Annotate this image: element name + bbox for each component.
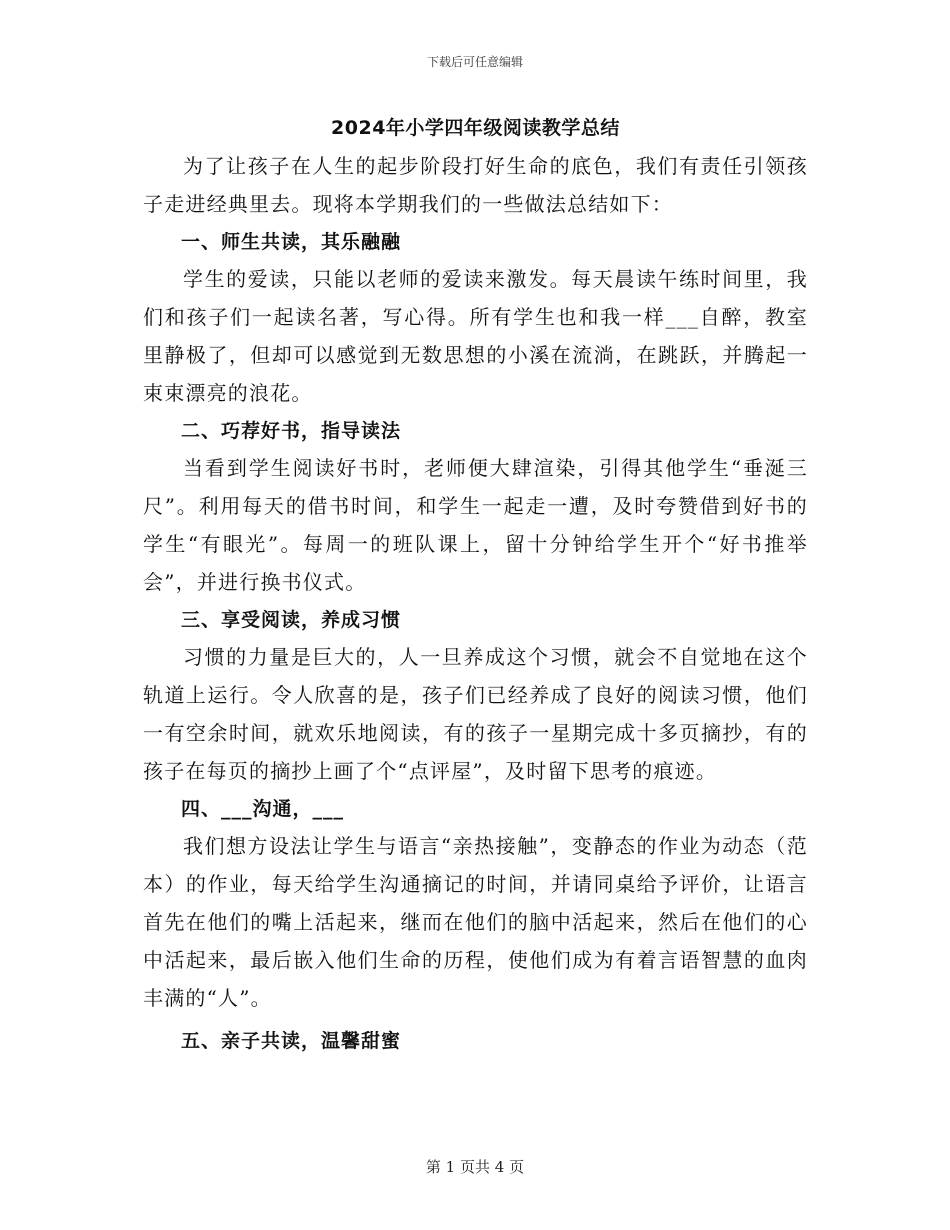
page-footer: 第 1 页共 4 页 (425, 1158, 525, 1176)
section-heading-4: 四、___沟通，___ (181, 797, 345, 820)
header-note: 下载后可任意编辑 (426, 55, 523, 69)
document-title: 2024年小学四年级阅读教学总结 (331, 117, 620, 139)
section-heading-1: 一、师生共读，其乐融融 (181, 230, 402, 253)
section-body-3: 习惯的力量是巨大的，人一旦养成这个习惯，就会不自觉地在这个轨道上运行。令人欣喜的是，孩子们已经养成了良好的阅读习惯，他们一有空余时间，就欢乐地阅读，有的孩子一星期完成十多页摘抄，有的孩子在每页的摘抄上画了个“点评屋”，及时留下思考的痕迹。 (143, 645, 808, 783)
intro-paragraph: 为了让孩子在人生的起步阶段打好生命的底色，我们有责任引领孩子走进经典里去。现将本学期我们的一些做法总结如下： (143, 154, 808, 216)
document-body (143, 112, 808, 1061)
section-heading-2: 二、巧荐好书，指导读法 (181, 419, 402, 442)
section-body-4: 我们想方设法让学生与语言“亲热接触”，变静态的作业为动态（范本）的作业，每天给学生沟通摘记的时间，并请同桌给予评价，让语言首先在他们的嘴上活起来，继而在他们的脑中活起来，然后在他们的心中活起来，最后嵌入他们生命的历程，使他们成为有着言语智慧的血肉丰满的“人”。 (143, 834, 808, 1010)
section-heading-5: 五、亲子共读，温馨甜蜜 (181, 1030, 402, 1053)
section-heading-3: 三、享受阅读，养成习惯 (181, 608, 402, 631)
section-body-2: 当看到学生阅读好书时，老师便大肆渲染，引得其他学生“垂涎三尺”。利用每天的借书时间，和学生一起走一遭，及时夸赞借到好书的学生“有眼光”。每周一的班队课上，留十分钟给学生开个“好书推举会”，并进行换书仪式。 (143, 456, 808, 594)
section-body-1: 学生的爱读，只能以老师的爱读来激发。每天晨读午练时间里，我们和孩子们一起读名著，写心得。所有学生也和我一样___自醉，教室里静极了，但却可以感觉到无数思想的小溪在流淌，在跳跃，并腾起一束束漂亮的浪花。 (143, 267, 808, 405)
